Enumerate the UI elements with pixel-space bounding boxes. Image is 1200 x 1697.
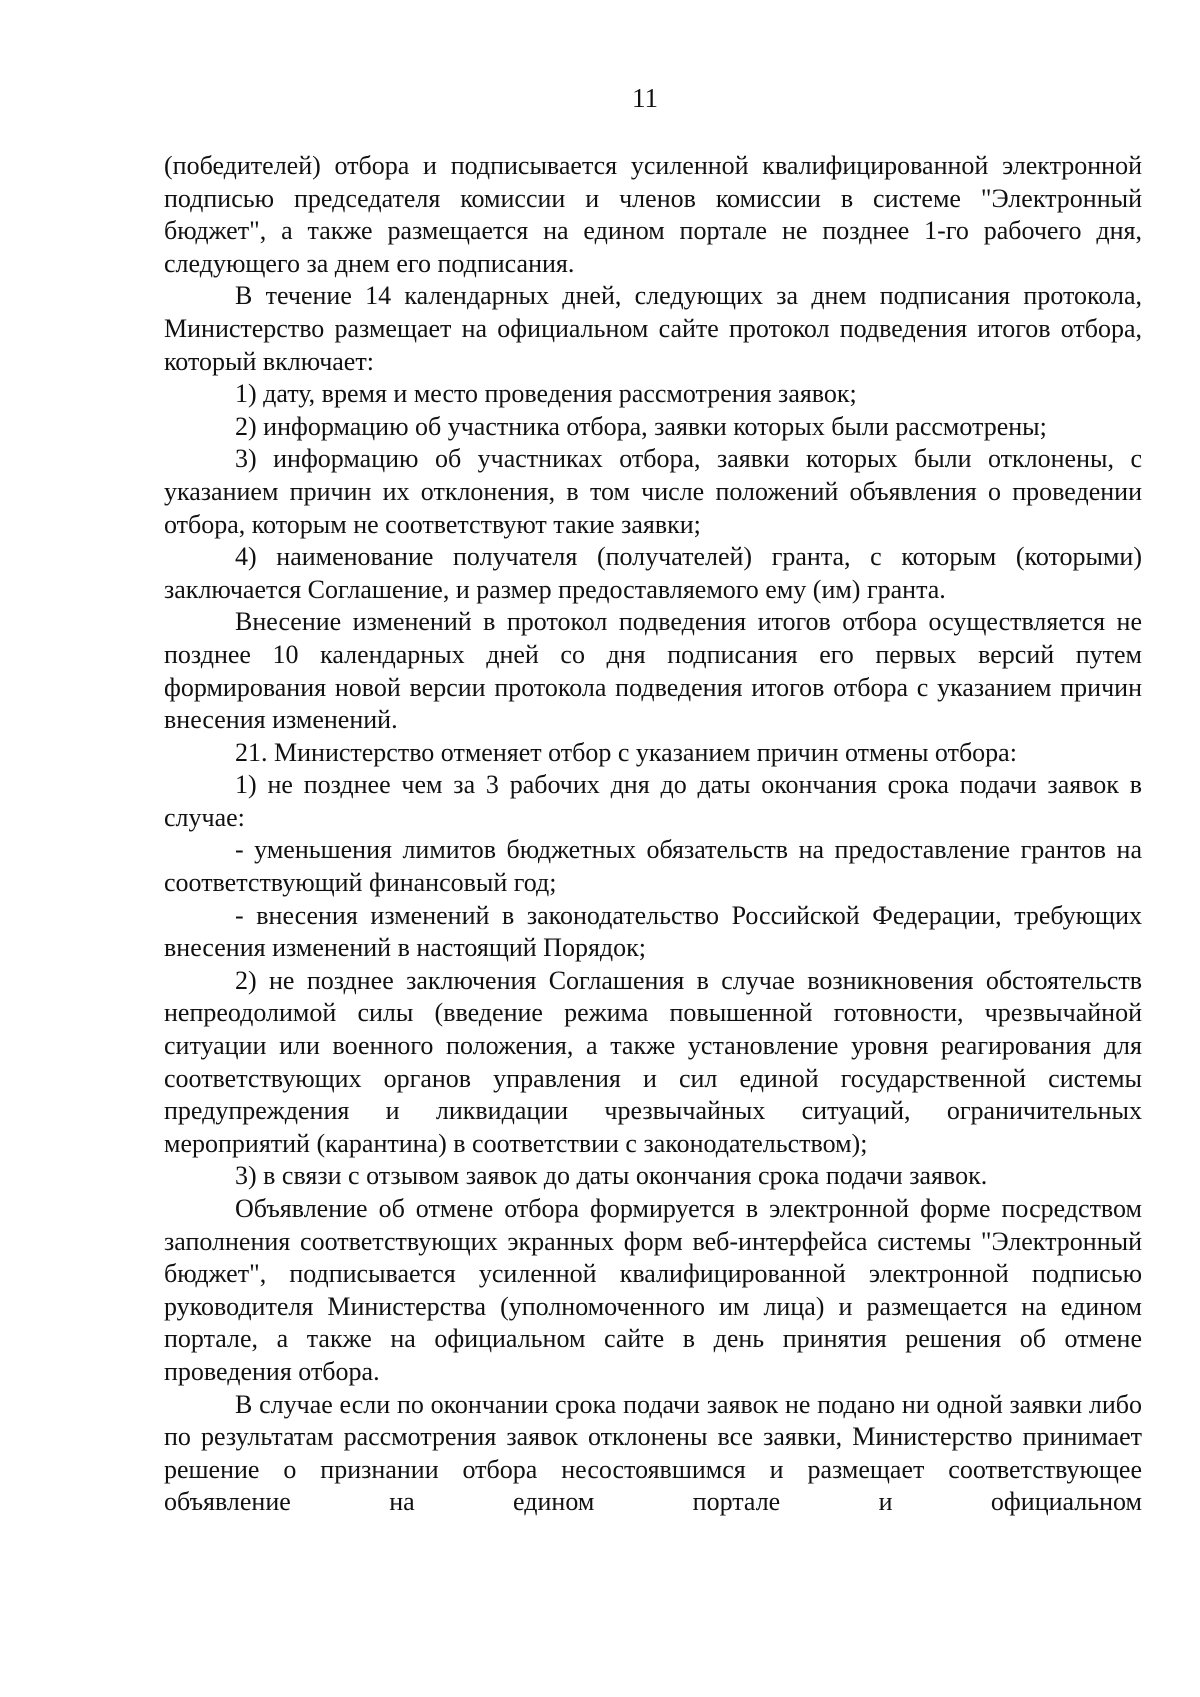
list-item-applications-withdrawn: 3) в связи с отзывом заявок до даты окончания срока подачи заявок.	[235, 1161, 988, 1191]
page-number: 11	[632, 83, 658, 113]
list-item-grant-recipients: 4) наименование получателя (получателей) гранта, с которым (которыми) заключается Соглашение, и размер предоставляемого ему (им) гранта.	[164, 542, 1142, 604]
paragraph-continuation: (победителей) отбора и подписывается усиленной квалифицированной электронной подписью председателя комиссии и членов комиссии в системе "Электронный бюджет", а также размещается на едином портале не позднее 1-го рабочего дня, следующего за днем его подписания.	[164, 151, 1142, 278]
list-item-date-time-place: 1) дату, время и место проведения рассмотрения заявок;	[235, 379, 857, 409]
list-item-participants-reviewed: 2) информацию об участника отбора, заявки которых были рассмотрены;	[235, 411, 1047, 441]
document-body	[164, 150, 1142, 1519]
section-21-heading: 21. Министерство отменяет отбор с указанием причин отмены отбора:	[235, 737, 1017, 767]
paragraph-selection-failed: В случае если по окончании срока подачи заявок не подано ни одной заявки либо по результатам рассмотрения заявок отклонены все заявки, Министерство принимает решение о признании отбора несостоявшимся и размещает соответствующее объявление на едином портале и официальном	[164, 1389, 1142, 1517]
paragraph-protocol-publication: В течение 14 календарных дней, следующих за днем подписания протокола, Министерство размещает на официальном сайте протокол подведения итогов отбора, который включает:	[164, 281, 1142, 376]
list-item-force-majeure: 2) не позднее заключения Соглашения в случае возникновения обстоятельств непреодолимой силы (введение режима повышенной готовности, чрезвычайной ситуации или военного положения, а также установление уровня реагирования для соответствующих органов управления и сил единой государственной системы предупреждения и ликвидации чрезвычайных ситуаций, ограничительных мероприятий (карантина) в соответствии с законодательством);	[164, 965, 1142, 1158]
sub-item-legislation-changes: - внесения изменений в законодательство Российской Федерации, требующих внесения изменений в настоящий Порядок;	[164, 900, 1142, 963]
paragraph-cancel-announcement: Объявление об отмене отбора формируется в электронной форме посредством заполнения соответствующих экранных форм веб-интерфейса системы "Электронный бюджет", подписывается усиленной квалифицированной электронной подписью руководителя Министерства (уполномоченного им лица) и размещается на едином портале, а также на официальном сайте в день принятия решения об отмене проведения отбора.	[164, 1194, 1142, 1386]
paragraph-protocol-changes: Внесение изменений в протокол подведения итогов отбора осуществляется не позднее 10 календарных дней со дня подписания его первых версий путем формирования новой версии протокола подведения итогов отбора с указанием причин внесения изменений.	[164, 607, 1142, 735]
list-item-participants-rejected: 3) информацию об участниках отбора, заявки которых были отклонены, с указанием причин их отклонения, в том числе положений объявления о проведении отбора, которым не соответствуют такие заявки;	[164, 444, 1142, 539]
sub-item-budget-limits: - уменьшения лимитов бюджетных обязательств на предоставление грантов на соответствующий финансовый год;	[164, 835, 1142, 898]
list-item-cancel-deadline: 1) не позднее чем за 3 рабочих дня до даты окончания срока подачи заявок в случае:	[164, 770, 1142, 832]
